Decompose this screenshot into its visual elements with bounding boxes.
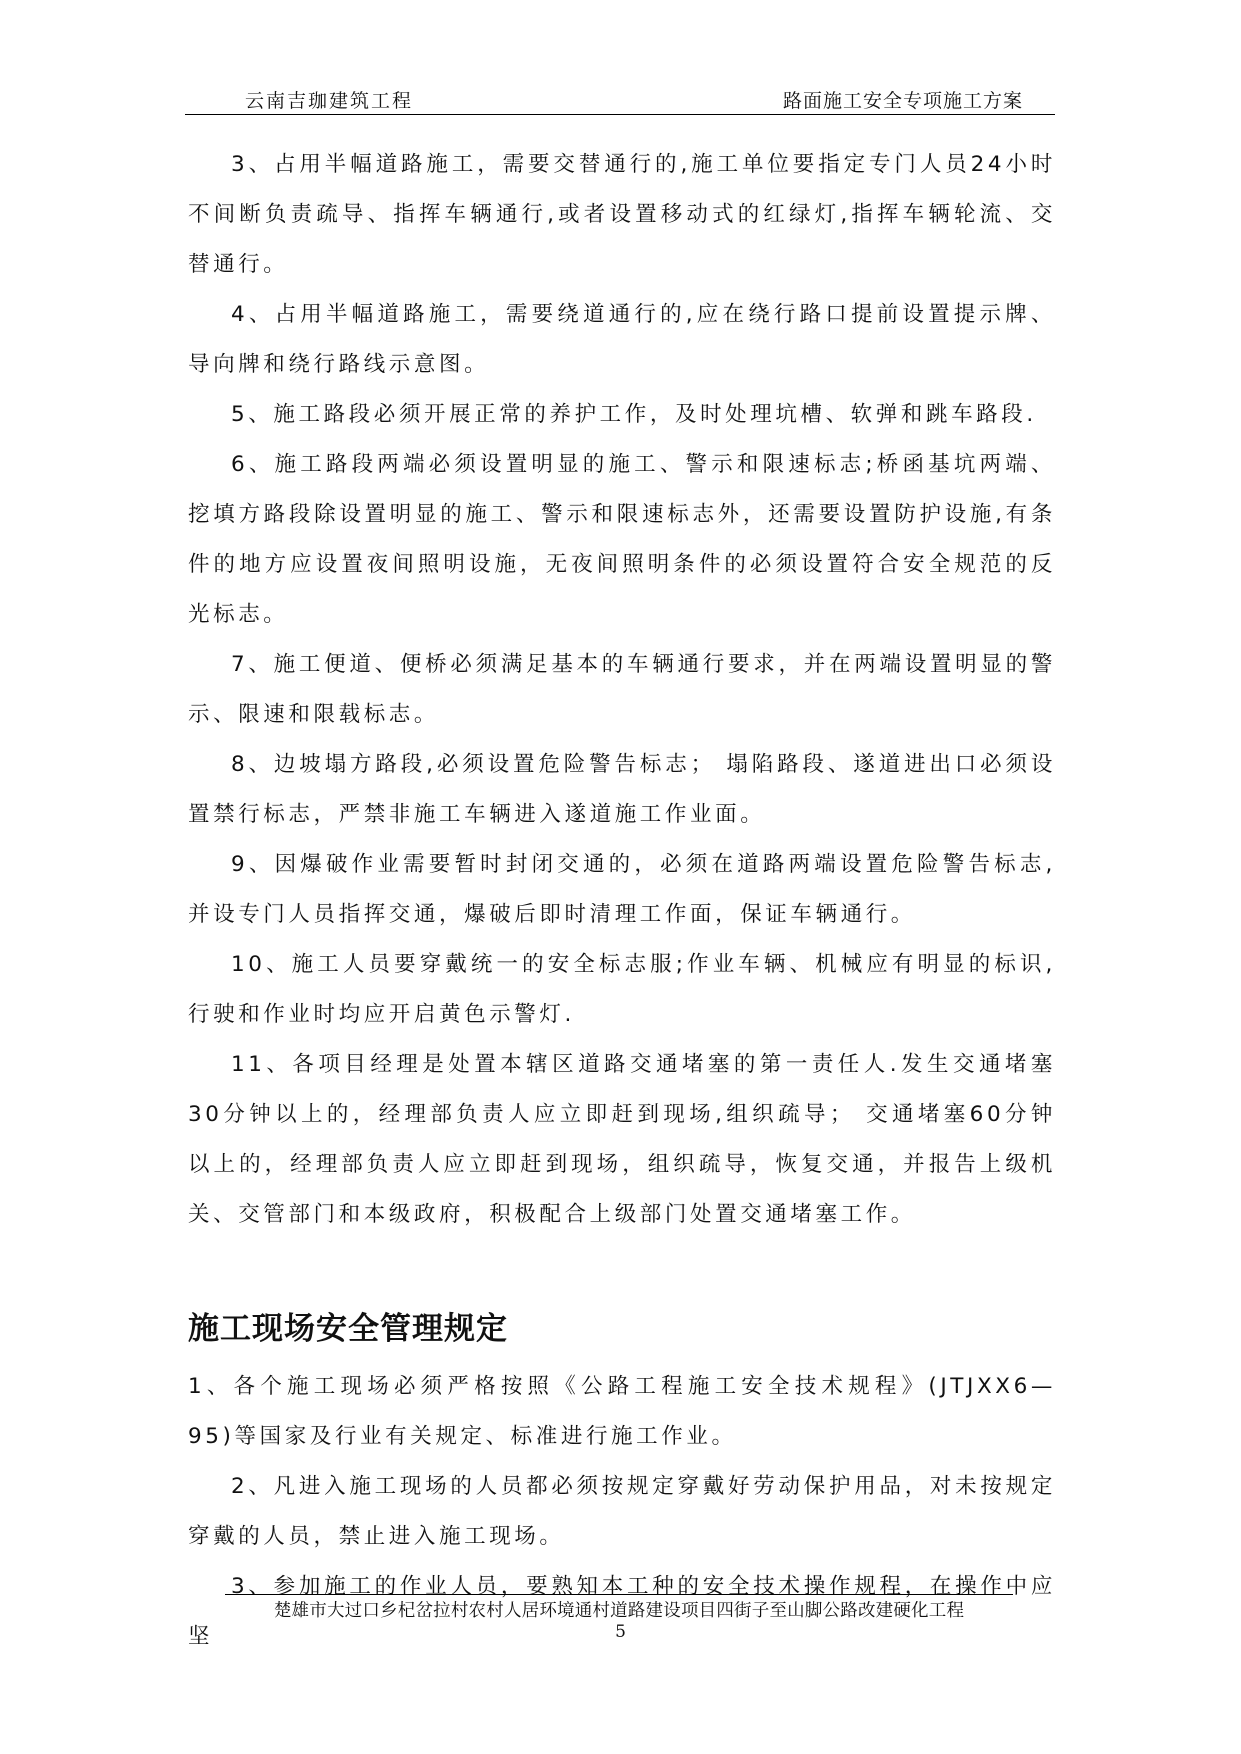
header-divider <box>185 114 1055 115</box>
section-paragraph-3: 3、参加施工的作业人员，要熟知本工种的安全技术操作规程，在操作中应坚 <box>188 1574 1056 1649</box>
footer-divider <box>225 1594 1013 1595</box>
paragraph-8: 8、边坡塌方路段,必须设置危险警告标志； 塌陷路段、遂道进出口必须设置禁行标志，严禁非施工车辆进入遂道施工作业面。 <box>188 752 1056 827</box>
footer-project-name: 楚雄市大过口乡杞岔拉村农村人居环境通村道路建设项目四街子至山脚公路改建硬化工程 <box>273 1601 965 1621</box>
page-number: 5 <box>615 1622 626 1642</box>
paragraph-5: 5、施工路段必须开展正常的养护工作，及时处理坑槽、软弹和跳车路段. <box>231 402 1037 427</box>
section-paragraph-1: 1、各个施工现场必须严格按照《公路工程施工安全技术规程》(JTJXX6—95)等国家及行业有关规定、标准进行施工作业。 <box>188 1374 1056 1449</box>
header-document-title: 路面施工安全专项施工方案 <box>782 90 1023 112</box>
paragraph-10: 10、施工人员要穿戴统一的安全标志服;作业车辆、机械应有明显的标识,行驶和作业时均应开启黄色示警灯. <box>188 952 1056 1027</box>
paragraph-4: 4、占用半幅道路施工，需要绕道通行的,应在绕行路口提前设置提示牌、导向牌和绕行路线示意图。 <box>188 302 1056 377</box>
header-company: 云南吉珈建筑工程 <box>245 90 414 112</box>
document-body <box>188 140 1056 1662</box>
paragraph-11: 11、各项目经理是处置本辖区道路交通堵塞的第一责任人.发生交通堵塞30分钟以上的，经理部负责人应立即赶到现场,组织疏导； 交通堵塞60分钟以上的，经理部负责人应立即赶到现场，组织疏导，恢复交通，并报告上级机关、交管部门和本级政府，积极配合上级部门处置交通堵塞工作。 <box>188 1052 1056 1227</box>
paragraph-3: 3、占用半幅道路施工，需要交替通行的,施工单位要指定专门人员24小时不间断负责疏导、指挥车辆通行,或者设置移动式的红绿灯,指挥车辆轮流、交替通行。 <box>188 152 1056 277</box>
paragraph-7: 7、施工便道、便桥必须满足基本的车辆通行要求，并在两端设置明显的警示、限速和限载标志。 <box>188 652 1056 727</box>
paragraph-9: 9、因爆破作业需要暂时封闭交通的，必须在道路两端设置危险警告标志,并设专门人员指挥交通，爆破后即时清理工作面，保证车辆通行。 <box>188 852 1056 927</box>
section-heading: 施工现场安全管理规定 <box>188 1311 508 1347</box>
paragraph-6: 6、施工路段两端必须设置明显的施工、警示和限速标志;桥函基坑两端、挖填方路段除设置明显的施工、警示和限速标志外，还需要设置防护设施,有条件的地方应设置夜间照明设施，无夜间照明条件的必须设置符合安全规范的反光标志。 <box>188 452 1056 627</box>
section-paragraph-2: 2、凡进入施工现场的人员都必须按规定穿戴好劳动保护用品，对未按规定穿戴的人员，禁止进入施工现场。 <box>188 1474 1056 1549</box>
